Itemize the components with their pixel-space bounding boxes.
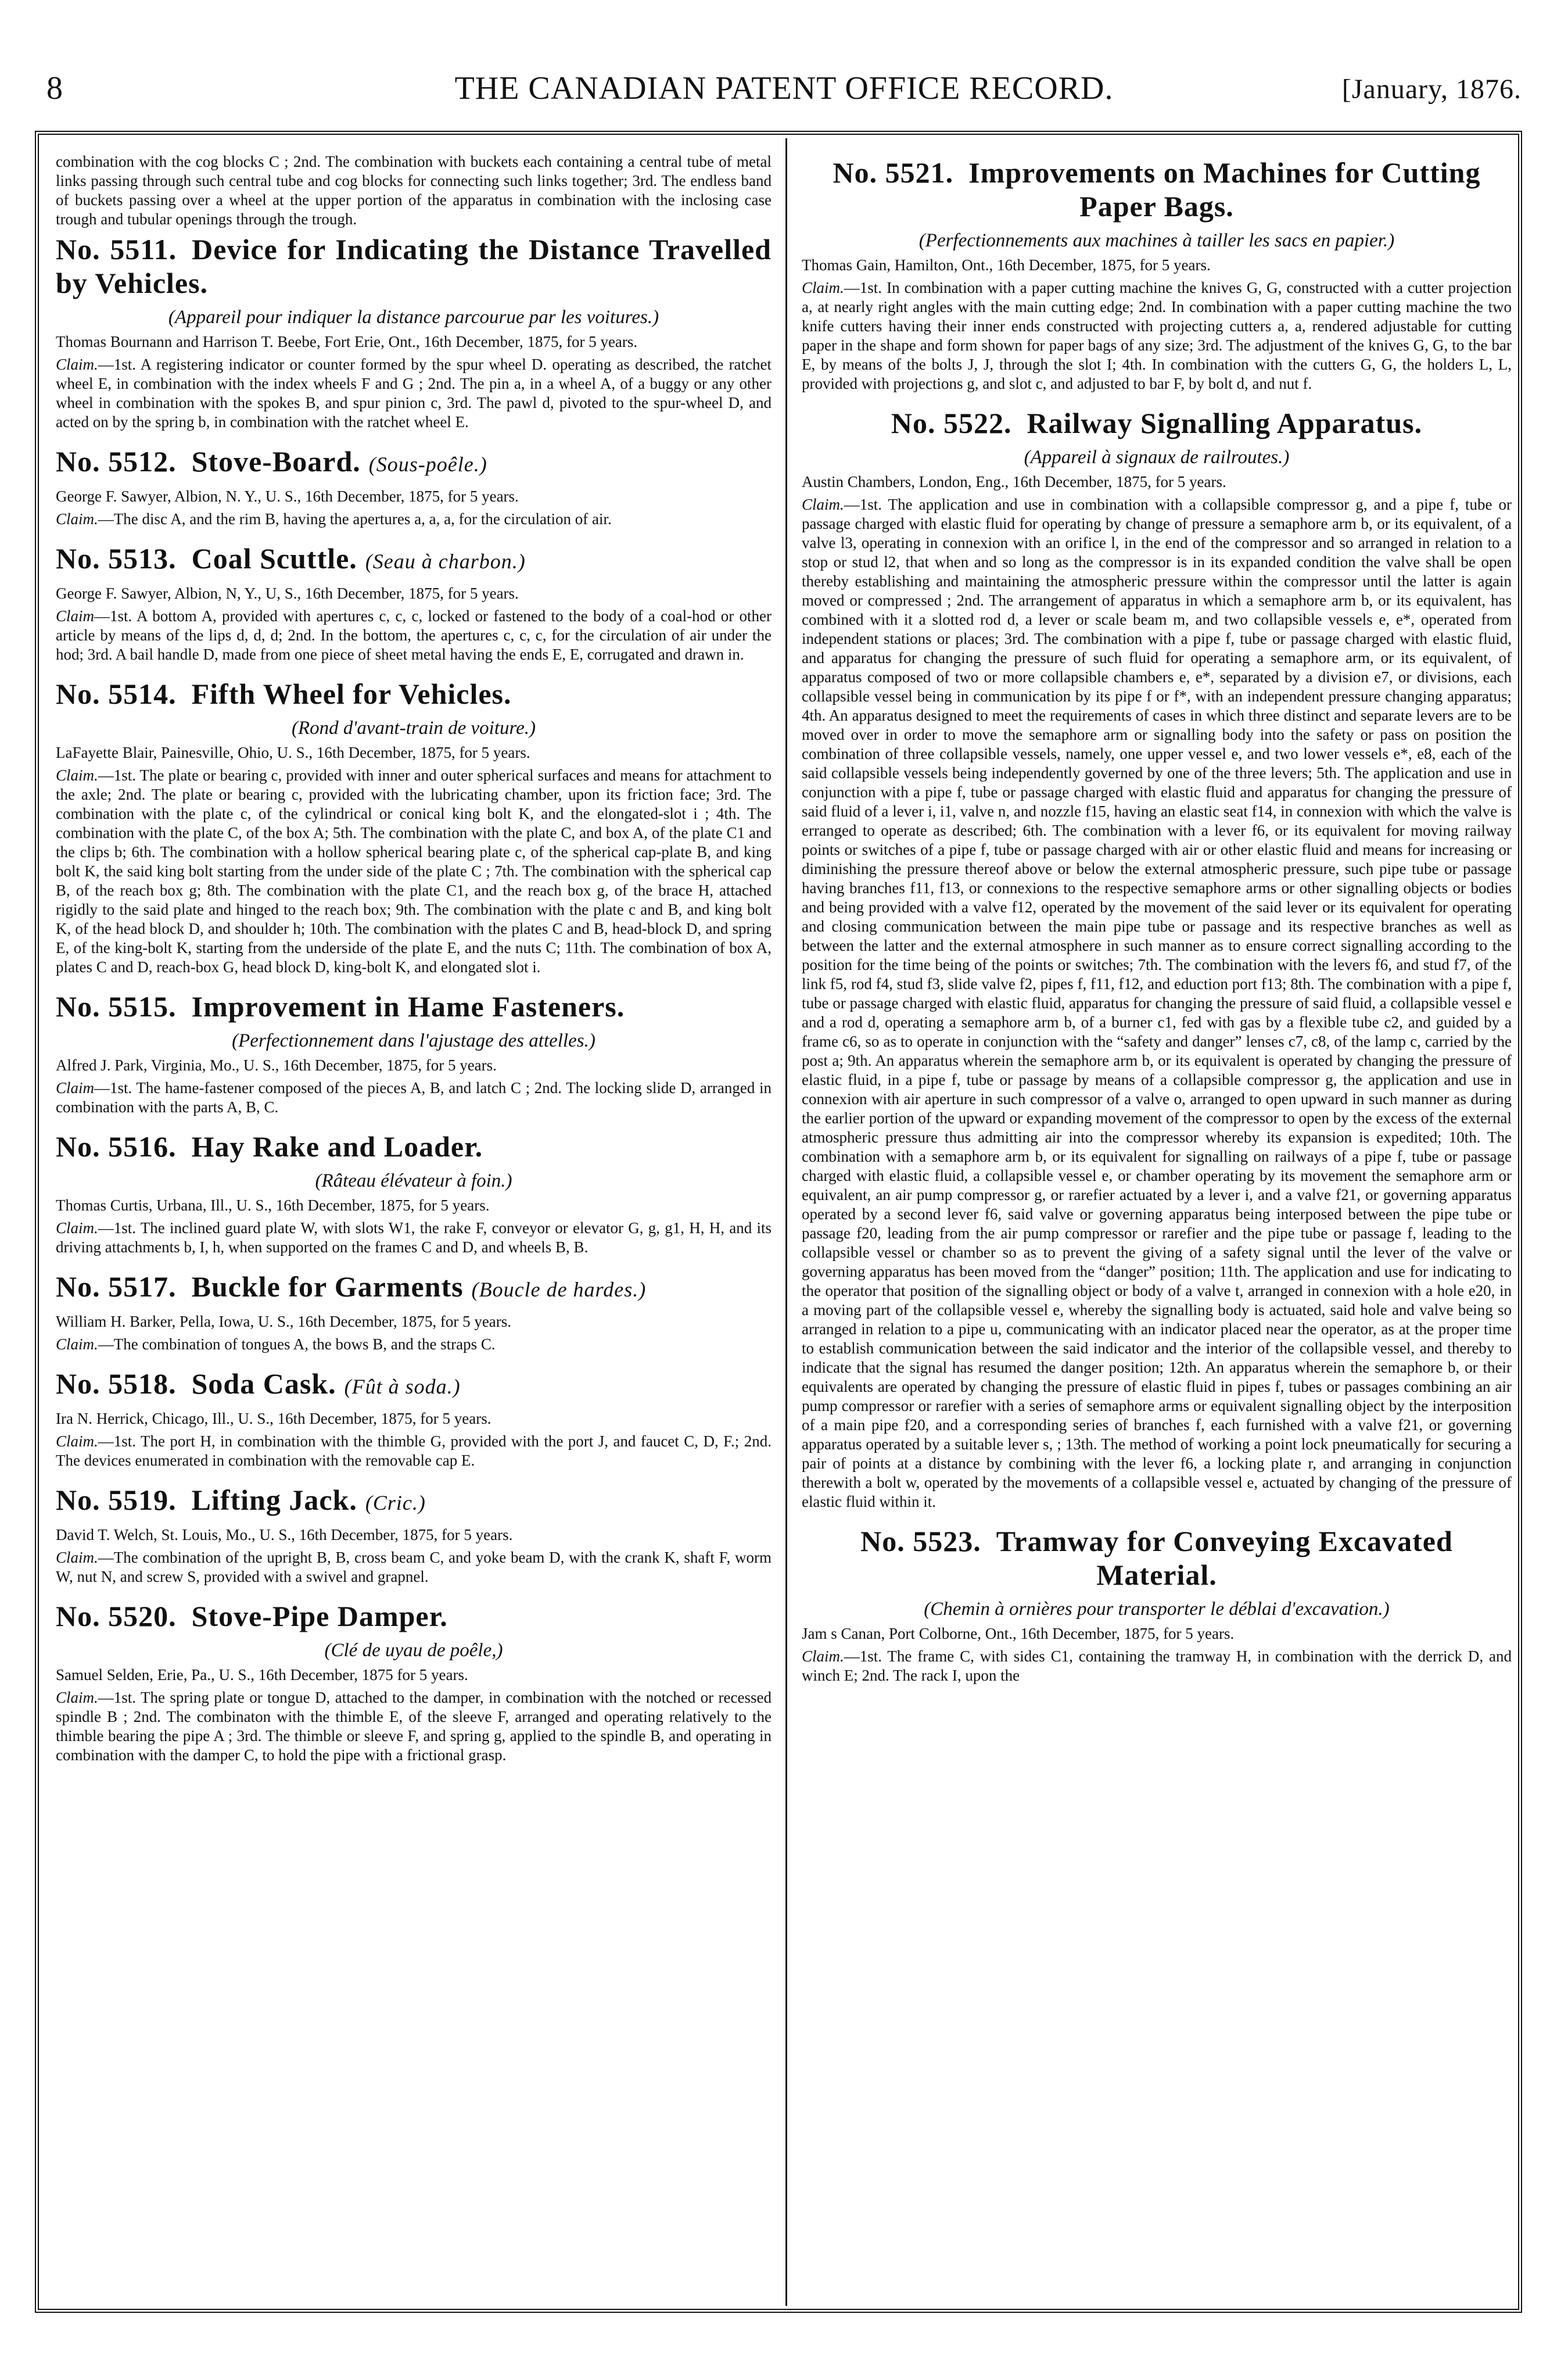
claim-label: Claim.	[56, 510, 98, 528]
patent-claim	[56, 1335, 772, 1354]
patent-heading	[56, 677, 772, 711]
patent-french-title: (Appareil à signaux de railroutes.)	[1024, 447, 1290, 468]
claim-text: —1st. The hame-fastener composed of the pieces A, B, and latch C ; 2nd. The locking slide D, arranged in combination with the parts A, B, C.	[56, 1079, 772, 1116]
patent-entry	[56, 445, 772, 529]
claim-text: —1st. A bottom A, provided with apertures c, c, c, locked or fastened to the body of a coal-hod or other article by means of the lips d, d, d; 2nd. In the bottom, the apertures c, c, c, for the circulation of air under the hod; 3rd. A bail handle D, made from one piece of sheet metal having the ends E, E, corrugated and drawn in.	[56, 607, 772, 663]
patent-inventor: George F. Sawyer, Albion, N, Y., U, S., 16th December, 1875, for 5 years.	[56, 585, 519, 602]
column-divider	[785, 138, 787, 2306]
claim-label: Claim.	[802, 1647, 844, 1665]
claim-label: Claim.	[56, 1219, 98, 1237]
patent-french-title: (Chemin à ornières pour transporter le déblai d'excavation.)	[924, 1599, 1390, 1620]
patent-title: Soda Cask.	[191, 1367, 336, 1400]
patent-claim	[56, 766, 772, 977]
patent-inventor: Samuel Selden, Erie, Pa., U. S., 16th December, 1875 for 5 years.	[56, 1666, 468, 1684]
claim-label: Claim.	[56, 1335, 98, 1353]
claim-text: —1st. The plate or bearing c, provided with inner and outer spherical surfaces and means for attachment to the axle; 2nd. The plate or bearing c, provided with the lubricating chamber, upon its friction face; 3rd. The combination with the plate c, of the cylindrical or conical king bolt K, and the elongated-slot i ; 4th. The combination with the plate C, of the box A; 5th. The combination with the plate C, and box A, of the plate C1 and the clips b; 6th. The combination with a hollow spherical bearing plate c, of the spherical cap-plate B, and king bolt K, the said king bolt starting from the under side of the plate C ; 7th. The combination with the spherical cap B, of the reach box g; 8th. The combination with the plate C1, and the reach box g, of the brace H, attached rigidly to the said plate and hinged to the reach box; 9th. The combination with the plate c and B, and king bolt K, of the head block D, and shoulder h; 10th. The combination with the plates C and B, head-block D, and spring E, of the king-bolt K, starting from the underside of the plate E, and the nuts C; 11th. The combination of box A, plates C and D, reach-box G, head block D, king-bolt K, and elongated slot i.	[56, 766, 772, 976]
patent-number: No. 5522.	[891, 407, 1012, 439]
patent-french-title: (Sous-poêle.)	[368, 453, 487, 476]
patent-entry	[56, 990, 772, 1117]
patent-entry	[56, 232, 772, 432]
continuation-text: combination with the cog blocks C ; 2nd. The combination with buckets each containing a central tube of metal links passing through such central tube and cog blocks for connecting such links together; 3rd. The endless band of buckets passing over a wheel at the upper portion of the apparatus in combination with the inclosing case trough and tubular openings through the trough.	[56, 153, 772, 228]
claim-label: Claim.	[56, 766, 98, 784]
patent-heading	[802, 406, 1512, 440]
page-header	[41, 64, 1527, 116]
patent-title: Stove-Pipe Damper.	[191, 1600, 448, 1632]
patent-number: No. 5523.	[860, 1525, 981, 1557]
patent-number: No. 5521.	[833, 156, 954, 189]
patent-entry	[802, 156, 1512, 393]
patent-claim	[56, 1219, 772, 1257]
patent-title: Improvement in Hame Fasteners.	[191, 990, 625, 1023]
patent-french-title: (Cric.)	[365, 1491, 426, 1514]
claim-text: —1st. The inclined guard plate W, with slots W1, the rake F, conveyor or elevator G, g, g1, H, H, and its driving attachments b, I, h, when supported on the frames C and D, and wheels B, B.	[56, 1219, 772, 1256]
patent-entry	[56, 1130, 772, 1257]
patent-number: No. 5517.	[56, 1270, 177, 1303]
patent-heading	[56, 990, 772, 1023]
patent-inventor: Thomas Curtis, Urbana, Ill., U. S., 16th December, 1875, for 5 years.	[56, 1197, 490, 1214]
patent-number: No. 5516.	[56, 1130, 177, 1163]
patent-claim	[56, 510, 772, 529]
patent-inventor: Alfred J. Park, Virginia, Mo., U. S., 16th December, 1875, for 5 years.	[56, 1056, 497, 1074]
right-column	[802, 152, 1512, 1698]
patent-title: Improvements on Machines for Cutting Paper Bags.	[968, 156, 1481, 223]
patent-number: No. 5519.	[56, 1484, 177, 1516]
patent-heading	[56, 1270, 772, 1306]
claim-label: Claim.	[802, 496, 844, 513]
patent-claim	[56, 1079, 772, 1117]
patent-title: Hay Rake and Loader.	[191, 1130, 483, 1163]
patent-heading	[56, 1599, 772, 1633]
patent-french-title: (Perfectionnements aux machines à tailler les sacs en papier.)	[918, 230, 1395, 251]
patent-french-title: (Boucle de hardes.)	[471, 1278, 647, 1301]
page-number: 8	[46, 70, 63, 106]
patent-heading	[56, 1367, 772, 1403]
patent-entry	[56, 542, 772, 664]
patent-french-title: (Fût à soda.)	[344, 1375, 461, 1398]
patent-french-title: (Rond d'avant-train de voiture.)	[291, 718, 536, 739]
claim-text: —1st. A registering indicator or counter formed by the spur wheel D. operating as described, the ratchet wheel E, in combination with the index wheels F and G ; 2nd. The pin a, in a wheel A, of a buggy or any other wheel in combination with the spokes B, and spur pinion c, 3rd. The pawl d, pivoted to the spur-wheel D, and acted on by the spring b, in combination with the ratchet wheel E.	[56, 356, 772, 431]
left-column	[56, 152, 772, 1778]
publication-title: THE CANADIAN PATENT OFFICE RECORD.	[454, 70, 1114, 106]
patent-number: No. 5513.	[56, 542, 177, 575]
patent-number: No. 5512.	[56, 445, 177, 478]
patent-title: Railway Signalling Apparatus.	[1027, 407, 1423, 439]
patent-french-title: (Râteau élévateur à foin.)	[315, 1170, 512, 1191]
patent-claim	[802, 278, 1512, 393]
patent-inventor: Thomas Gain, Hamilton, Ont., 16th December, 1875, for 5 years.	[802, 256, 1211, 274]
patent-heading	[56, 542, 772, 578]
patent-number: No. 5520.	[56, 1600, 177, 1632]
patent-entry	[56, 677, 772, 977]
patent-heading	[56, 232, 772, 300]
patent-claim	[802, 495, 1512, 1511]
patent-title: Lifting Jack.	[191, 1484, 357, 1516]
patent-french-title: (Clé de uyau de poêle,)	[324, 1640, 503, 1661]
patent-claim	[802, 1647, 1512, 1685]
patent-entry	[56, 1483, 772, 1586]
patent-heading	[56, 445, 772, 481]
claim-label: Claim.	[802, 279, 844, 296]
patent-title: Device for Indicating the Distance Travelled by Vehicles.	[56, 233, 772, 299]
patent-claim	[56, 1548, 772, 1586]
patent-claim	[56, 1688, 772, 1765]
patent-heading	[802, 156, 1512, 223]
patent-title: Tramway for Conveying Excavated Material.	[996, 1525, 1453, 1591]
claim-text: —1st. The application and use in combination with a collapsible compressor g, and a pipe f, tube or passage charged with elastic fluid for operating by change of pressure a semaphore arm b, or its equivalent, of a valve l3, operating in connexion with an orifice l, in the end of the compressor and so arranged in relation to a stop or stud l2, that when and so long as the compressor is in its expanded condition the valve shall be open thereby establishing and maintaining the atmospheric pressure within the compressor until the latter is again moved or compressed ; 2nd. The arrangement of apparatus in which a semaphore arm b, or its equivalent, has combined with it a slotted rod d, a lever or scale beam m, and two collapsible vessels e, e*, operated from independent stations or places; 3rd. The combination with a pipe f, tube or passage charged with elastic fluid, and apparatus for changing the pressure of such fluid for operating a semaphore arm, or its equivalent, of apparatus composed of two or more collapsible chambers e, e*, separated by a division e7, or divisions, each collapsible vessel being in communication by its pipe f or f*, with an independent pressure changing apparatus; 4th. An apparatus designed to meet the requirements of cases in which three distinct and separate levers are to be moved over in order to move the semaphore arm or signalling body into the safety or pass on position the combination of three collapsible vessels, namely, one upper vessel e, and two lower vessels e*, e8, each of the said collapsible vessels being independently governed by one of the three levers; 5th. The application and use in conjunction with a pipe f, tube or passage charged with elastic fluid and apparatus for changing the pressure of said fluid of a lever i, i1, valve n, and nozzle f15, having an elastic seat f14, in connexion with which the valve is erranged to operate as described; 6th. The combination with a lever f6, or its equivalent for moving railway points or switches of a pipe f, tube or passage charged with air or other elastic fluid and means for increasing or diminishing the pressure thereof above or below the external atmospheric pressure, such pipe tube or passage having branches f11, f13, or connexions to the respective semaphore arms or other signalling objects or bodies and being provided with a valve f12, operated by the movement of the said lever or its equivalent for operating and closing communication between the main pipe tube or passage and its respective branches as well as between the latter and the external atmosphere in such manner as to ensure correct signalling according to the position for the time being of the points or switches; 7th. The combination with the levers f6, and stud f7, of the link f5, rod f4, stud f3, slide valve f2, pipes f, f11, f12, and eduction port f13; 8th. The combination with a pipe f, tube or passage charged with elastic fluid, apparatus for changing the pressure of said fluid, a collapsible vessel e and a rod d, operating a semaphore arm b, of a burner c1, fed with gas by a flexible tube c2, and guided by a frame c6, so as to operate in conjunction with the “safety and danger” lenses c7, c8, of the lamp c, carried by the post a; 9th. An apparatus wherein the semaphore arm b, or its equivalent is operated by changing the pressure of elastic fluid, in a pipe f, tube or passage by means of a collapsible compressor g, the application and use in connexion with air aperture in such compressor of a valve o, arranged to open upward in such manner as during the earlier portion of the upward or expanding movement of the compressor to open by the excess of the external atmospheric pressure thus admitting air into the compressor whereby its expansion is expedited; 10th. The combination with a semaphore arm b, or its equivalent for signalling on railways of a pipe f, tube or passage charged with elastic fluid, a collapsible vessel e, or chamber operating by its movement the semaphore arm or equivalent, an air pump compressor g, or rarefier actuated by a lever i, and a valve f21, or governing apparatus operated by a second lever f6, said valve or governing apparatus being interposed between the pipe tube or passage f20, leading from the air pump compressor or rarefier and the pipe tube or passage f, leading to the collapsible vessel or chamber so as to prevent the giving of a safety signal until the lever of the valve or governing apparatus has been moved from the “danger” position; 11th. The application and use for indicating to the operator that position of the signalling object or body of a valve t, arranged in connexion with a hole e20, in a moving part of the collapsible vessel e, whereby the signalling body is actuated, said hole and valve being so arranged in relation to a pipe u, communicating with an indicator placed near the operator, as at the proper time to establish communication between the said indicator and the interior of the collapsible vessel, and thereby to indicate that the signal has resumed the danger position; 12th. An apparatus wherein the semaphore b, or their equivalents are operated by changing the pressure of elastic fluid in pipes f, tubes or passages combining an air pump compressor or rarefier with a series of semaphore arms or equivalent signalling object by the interposition of a main pipe f20, and a corresponding series of branches f, each furnished with a valve f21, or governing apparatus operated by a suitable lever s, ; 13th. The method of working a point lock pneumatically for securing a pair of points at a distance by combining with the lever f6, a locking plate r, and arranging in conjunction therewith a bolt w, operated by the movements of a collapsible vessel e, actuated by changing of the pressure of elastic fluid within it.	[802, 496, 1512, 1510]
claim-text: —1st. The frame C, with sides C1, containing the tramway H, in combination with the derrick D, and winch E; 2nd. The rack I, upon the	[802, 1647, 1512, 1684]
patent-inventor: Ira N. Herrick, Chicago, Ill., U. S., 16th December, 1875, for 5 years.	[56, 1410, 491, 1427]
patent-number: No. 5518.	[56, 1367, 177, 1400]
patent-heading	[802, 1524, 1512, 1592]
claim-label: Claim.	[56, 1549, 98, 1566]
claim-label: Claim.	[56, 356, 98, 373]
patent-heading	[56, 1483, 772, 1520]
patent-number: No. 5514.	[56, 678, 177, 710]
claim-text: —The combination of tongues A, the bows B, and the straps C.	[98, 1335, 496, 1353]
patent-claim	[56, 1432, 772, 1470]
patent-inventor: Austin Chambers, London, Eng., 16th December, 1875, for 5 years.	[802, 473, 1226, 490]
claim-label: Claim.	[56, 1689, 98, 1706]
patent-french-title: (Perfectionnement dans l'ajustage des attelles.)	[232, 1030, 595, 1051]
patent-french-title: (Appareil pour indiquer la distance parcourue par les voitures.)	[168, 307, 659, 328]
patent-entry	[56, 1270, 772, 1354]
patent-claim	[56, 355, 772, 432]
claim-text: —1st. In combination with a paper cutting machine the knives G, G, constructed with a cutter projection a, at nearly right angles with the main cutting edge; 2nd. In combination with a paper cutting machine the two knife cutters having their inner ends constructed with projecting cutters a, a, rendered adjustable for cutting paper in the shape and form shown for paper bags of any size; 3rd. The adjustment of the knives G, G, to the bar E, by means of the bolts J, J, through the slot I; 4th. In combination with the cutters G, G, the holders L, L, provided with projections g, and slot c, and adjusted to bar F, by bolt d, and nut f.	[802, 279, 1512, 392]
patent-title: Buckle for Garments	[191, 1270, 464, 1303]
claim-label: Claim.	[56, 1432, 98, 1450]
issue-date: [January, 1876.	[1341, 74, 1522, 105]
patent-inventor: George F. Sawyer, Albion, N. Y., U. S., 16th December, 1875, for 5 years.	[56, 488, 519, 505]
patent-entry	[56, 1599, 772, 1765]
patent-number: No. 5515.	[56, 990, 177, 1023]
claim-label: Claim	[56, 607, 95, 625]
patent-entry	[802, 406, 1512, 1511]
patent-inventor: David T. Welch, St. Louis, Mo., U. S., 16th December, 1875, for 5 years.	[56, 1526, 513, 1543]
patent-inventor: Thomas Bournann and Harrison T. Beebe, Fort Erie, Ont., 16th December, 1875, for 5 years.	[56, 333, 638, 350]
claim-text: —1st. The spring plate or tongue D, attached to the damper, in combination with the notched or recessed spindle B ; 2nd. The combinaton with the thimble E, of the sleeve F, arranged and operating relatively to the thimble bearing the pipe A ; 3rd. The thimble or sleeve F, and spring g, applied to the spindle B, and operating in combination with the damper C, to hold the pipe with a frictional grasp.	[56, 1689, 772, 1764]
patent-claim	[56, 607, 772, 664]
patent-inventor: Jam s Canan, Port Colborne, Ont., 16th December, 1875, for 5 years.	[802, 1625, 1235, 1642]
patent-title: Fifth Wheel for Vehicles.	[191, 678, 512, 710]
patent-title: Stove-Board.	[191, 445, 361, 478]
patent-title: Coal Scuttle.	[191, 542, 357, 575]
patent-inventor: LaFayette Blair, Painesville, Ohio, U. S., 16th December, 1875, for 5 years.	[56, 744, 530, 761]
claim-text: —The disc A, and the rim B, having the apertures a, a, a, for the circulation of air.	[98, 510, 612, 528]
patent-entry	[802, 1524, 1512, 1685]
patent-french-title: (Seau à charbon.)	[365, 550, 526, 573]
patent-inventor: William H. Barker, Pella, Iowa, U. S., 16th December, 1875, for 5 years.	[56, 1313, 512, 1330]
claim-label: Claim	[56, 1079, 95, 1097]
claim-text: —The combination of the upright B, B, cross beam C, and yoke beam D, with the crank K, shaft F, worm W, nut N, and screw S, provided with a swivel and grapnel.	[56, 1549, 772, 1585]
patent-heading	[56, 1130, 772, 1163]
patent-entry	[56, 1367, 772, 1470]
claim-text: —1st. The port H, in combination with the thimble G, provided with the port J, and faucet C, D, F.; 2nd. The devices enumerated in combination with the removable cap E.	[56, 1432, 772, 1469]
patent-number: No. 5511.	[56, 233, 177, 266]
